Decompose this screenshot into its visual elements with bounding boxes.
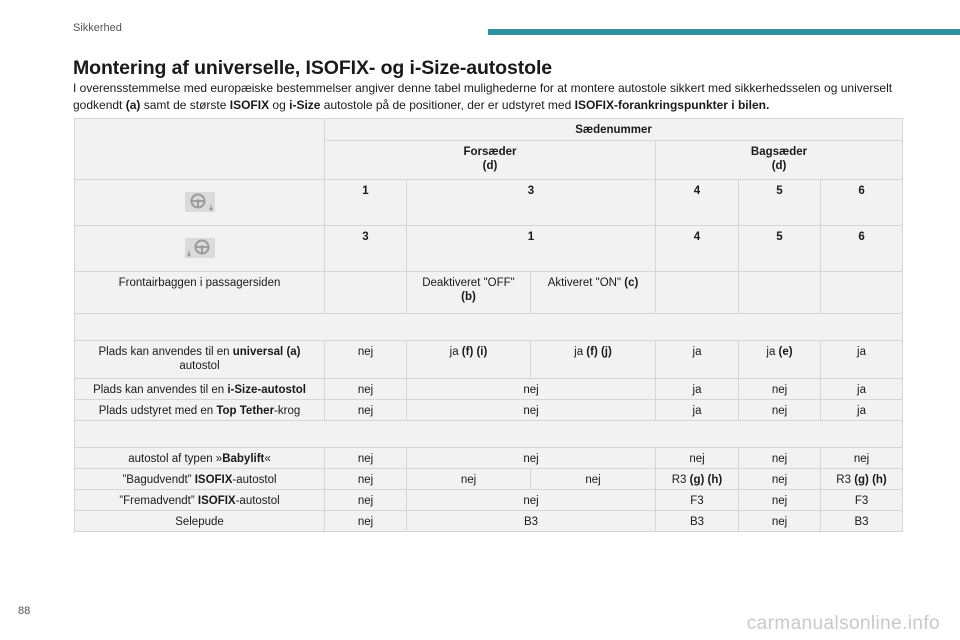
table-row — [75, 421, 903, 448]
isize-label: Plads kan anvendes til en i-Size-autostol — [75, 379, 325, 400]
airbag-off: Deaktiveret "OFF" (b) — [407, 272, 531, 314]
table-cell: nej — [739, 400, 821, 421]
table-cell: ja — [656, 341, 739, 379]
table-row — [75, 314, 903, 341]
rear-seats-header: Bagsæder (d) — [656, 141, 903, 180]
steering-wheel-seat-icon — [183, 190, 217, 218]
table-cell: R3 (g) (h) — [821, 469, 903, 490]
forward-label: ”Fremadvendt” ISOFIX-autostol — [75, 490, 325, 511]
table-cell: nej — [407, 448, 656, 469]
table-row — [75, 272, 903, 314]
table-cell: ja — [821, 379, 903, 400]
child-seat-table — [74, 118, 903, 532]
seat-number: 1 — [325, 180, 407, 226]
table-cell: nej — [325, 341, 407, 379]
front-seats-header: Forsæder (d) — [325, 141, 656, 180]
table-cell: nej — [325, 379, 407, 400]
table-cell: nej — [739, 490, 821, 511]
rearward-label: ”Bagudvendt” ISOFIX-autostol — [75, 469, 325, 490]
universal-label: Plads kan anvendes til en universal (a) autostol — [75, 341, 325, 379]
intro-paragraph: I overensstemmelse med europæiske bestemmelser angiver denne tabel mulighederne for at montere autostole sikkert med sikkerhedsselen og universelt godkendt (a) samt de største ISOFIX og i-Size autostole på de positioner, der er udstyret med ISOFIX-forankringspunkter i bilen. — [73, 81, 893, 112]
table-row — [75, 469, 903, 490]
table-cell: nej — [739, 379, 821, 400]
table-cell: F3 — [821, 490, 903, 511]
table-cell: B3 — [821, 511, 903, 532]
toptether-label: Plads udstyret med en Top Tether-krog — [75, 400, 325, 421]
table-cell: ja — [821, 341, 903, 379]
seat-icon-cell — [75, 226, 325, 272]
watermark: carmanualsonline.info — [746, 613, 940, 634]
table-cell: nej — [325, 490, 407, 511]
seat-number: 4 — [656, 180, 739, 226]
seat-number: 5 — [739, 226, 821, 272]
airbag-on: Aktiveret "ON" (c) — [531, 272, 656, 314]
page-title: Montering af universelle, ISOFIX- og i-Size-autostole — [73, 57, 553, 79]
table-cell: nej — [656, 448, 739, 469]
table-cell: nej — [821, 448, 903, 469]
table-row — [75, 379, 903, 400]
table-cell: ja — [656, 400, 739, 421]
table-row — [75, 490, 903, 511]
table-cell: nej — [407, 400, 656, 421]
table-cell: nej — [325, 511, 407, 532]
table-cell: F3 — [656, 490, 739, 511]
table-cell: nej — [407, 469, 531, 490]
table-cell: nej — [325, 469, 407, 490]
booster-label: Selepude — [75, 511, 325, 532]
table-cell: nej — [739, 469, 821, 490]
table-cell: nej — [739, 448, 821, 469]
table-cell: nej — [739, 511, 821, 532]
babylift-label: autostol af typen »Babylift« — [75, 448, 325, 469]
table-row — [75, 511, 903, 532]
table-cell: B3 — [407, 511, 656, 532]
seat-number: 1 — [407, 226, 656, 272]
seat-number-header: Sædenummer — [325, 119, 903, 141]
seat-number: 4 — [656, 226, 739, 272]
table-row — [75, 226, 903, 272]
table-cell: R3 (g) (h) — [656, 469, 739, 490]
seat-icon-cell — [75, 180, 325, 226]
seat-number: 6 — [821, 180, 903, 226]
table-cell: nej — [531, 469, 656, 490]
steering-wheel-seat-icon — [183, 236, 217, 264]
table-row — [75, 400, 903, 421]
seat-number: 6 — [821, 226, 903, 272]
table-row — [75, 341, 903, 379]
section-title: Sikkerhed — [73, 22, 122, 34]
table-cell: ja — [656, 379, 739, 400]
seat-number: 3 — [325, 226, 407, 272]
airbag-label: Frontairbaggen i passagersiden — [75, 272, 325, 314]
table-cell: ja — [821, 400, 903, 421]
header-accent-bar — [488, 29, 960, 35]
table-cell: nej — [325, 400, 407, 421]
table-cell: ja (f) (j) — [531, 341, 656, 379]
page-number: 88 — [18, 605, 31, 617]
table-cell: ja (f) (i) — [407, 341, 531, 379]
table-row — [75, 448, 903, 469]
table-cell: B3 — [656, 511, 739, 532]
table-cell: nej — [407, 379, 656, 400]
table-cell: nej — [407, 490, 656, 511]
table-cell: ja (e) — [739, 341, 821, 379]
seat-number: 5 — [739, 180, 821, 226]
table-row — [75, 180, 903, 226]
table-row — [75, 119, 903, 141]
seat-number: 3 — [407, 180, 656, 226]
table-cell: nej — [325, 448, 407, 469]
